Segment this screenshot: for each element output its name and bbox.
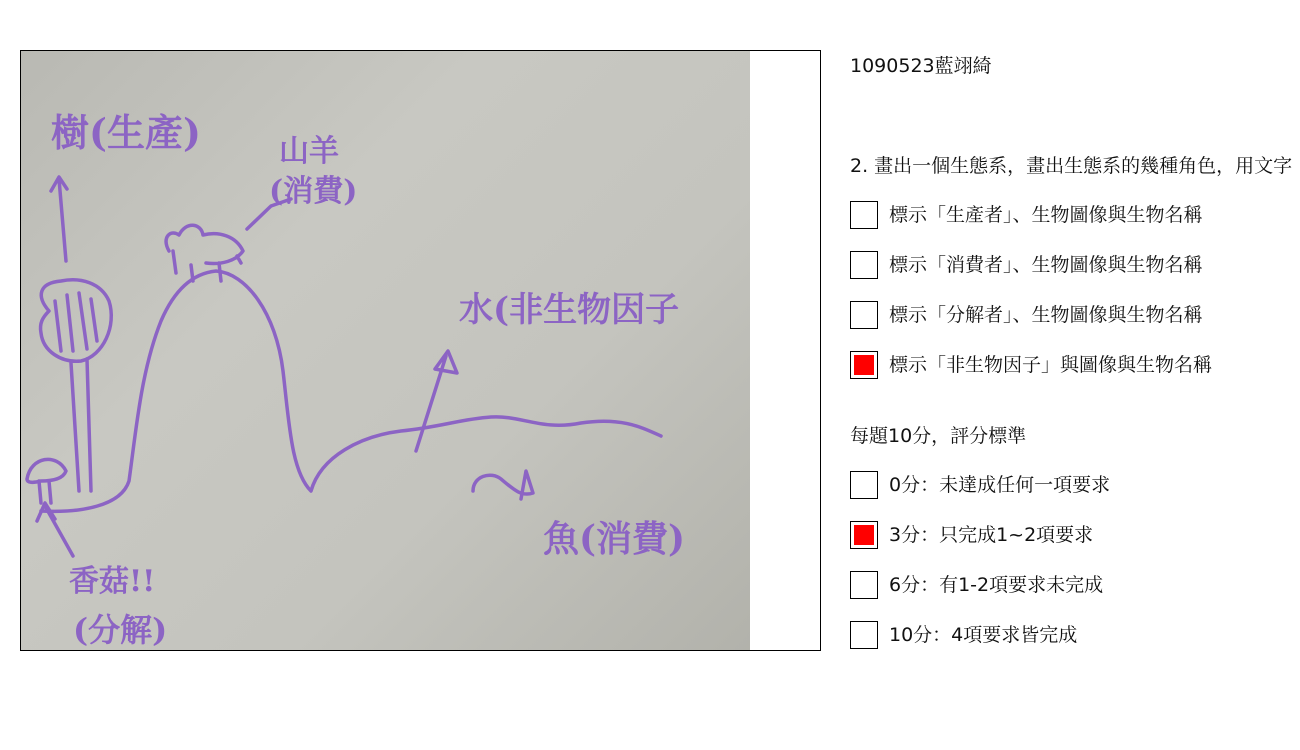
- score-checkbox[interactable]: [850, 471, 878, 499]
- score-checkbox[interactable]: [850, 521, 878, 549]
- label-mushroom-1: 香菇!!: [69, 564, 156, 599]
- label-fish: 魚(消費): [543, 518, 686, 560]
- criterion-label: 標示「消費者」、生物圖像與生物名稱: [889, 254, 1203, 276]
- score-checkbox[interactable]: [850, 621, 878, 649]
- label-goat-2: (消費): [269, 174, 358, 209]
- criterion-checkbox[interactable]: [850, 251, 878, 279]
- tree-arrow: [51, 177, 67, 261]
- label-water: 水(非生物因子: [459, 290, 680, 330]
- mushroom: [27, 459, 66, 503]
- question-text: 2. 畫出一個生態系，畫出生態系的幾種角色，用文字: [850, 155, 1293, 177]
- criterion-producer[interactable]: [850, 200, 1203, 230]
- score-note: 每題10分，評分標準: [850, 425, 1027, 447]
- score-label: 6分：有1-2項要求未完成: [889, 574, 1104, 596]
- label-tree: 樹(生產): [51, 110, 201, 155]
- ecosystem-sketch: [21, 51, 750, 650]
- score-option-6[interactable]: [850, 570, 1103, 600]
- score-label: 0分：未達成任何一項要求: [889, 474, 1111, 496]
- criterion-checkbox[interactable]: [850, 351, 878, 379]
- criterion-label: 標示「分解者」、生物圖像與生物名稱: [889, 304, 1203, 326]
- ecosystem-drawing-photo: [21, 51, 750, 650]
- criterion-label: 標示「生產者」、生物圖像與生物名稱: [889, 204, 1203, 226]
- score-checkbox[interactable]: [850, 571, 878, 599]
- score-label: 10分：4項要求皆完成: [889, 624, 1078, 646]
- fish: [473, 471, 533, 499]
- score-label: 3分：只完成1~2項要求: [889, 524, 1094, 546]
- criterion-checkbox[interactable]: [850, 201, 878, 229]
- criterion-consumer[interactable]: [850, 250, 1203, 280]
- student-name: 1090523藍翊綺: [850, 55, 992, 77]
- label-mushroom-2: (分解): [73, 611, 168, 649]
- criterion-decomposer[interactable]: [850, 300, 1203, 330]
- tree-trunk: [71, 359, 91, 491]
- score-option-0[interactable]: [850, 470, 1110, 500]
- score-option-3[interactable]: [850, 520, 1093, 550]
- rubric-panel: [850, 0, 1300, 750]
- criterion-label: 標示「非生物因子」與圖像與生物名稱: [889, 354, 1213, 376]
- tree-crown: [40, 280, 111, 361]
- water-arrow: [416, 351, 457, 451]
- label-goat-1: 山羊: [279, 134, 339, 169]
- criterion-abiotic[interactable]: [850, 350, 1212, 380]
- check-mark-icon: [854, 525, 874, 545]
- drawing-frame: [20, 50, 821, 651]
- score-option-10[interactable]: [850, 620, 1077, 650]
- criterion-checkbox[interactable]: [850, 301, 878, 329]
- check-mark-icon: [854, 355, 874, 375]
